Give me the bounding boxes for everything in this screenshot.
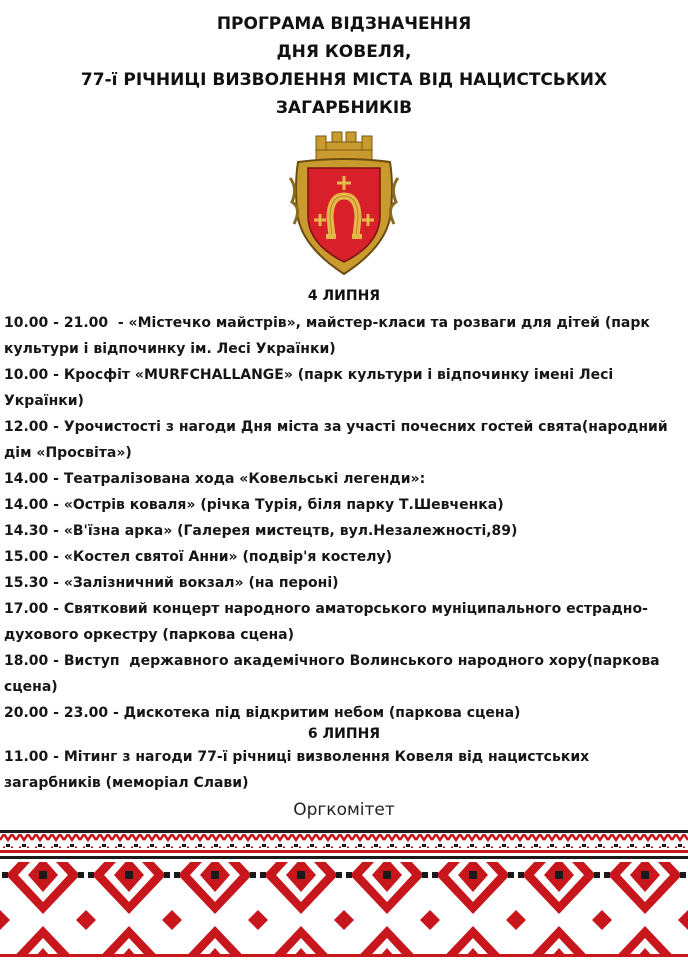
organizer-signature: Оргкомітет <box>293 800 395 820</box>
event-item: 14.00 - «Острів коваля» (річка Турія, біля парку Т.Шевченка) <box>4 497 504 513</box>
event-item: 10.00 - Кросфіт «MURFCHALLANGE» (парк культури і відпочинку імені Лесі Українки) <box>4 367 619 409</box>
event-item: 18.00 - Виступ державного академічного Волинського народного хору(паркова сцена) <box>4 653 665 695</box>
title-line-3: 77-ї РІЧНИЦІ ВИЗВОЛЕННЯ МІСТА ВІД НАЦИСТСЬКИХ <box>80 70 608 90</box>
embroidery-ornament-icon <box>0 830 688 960</box>
event-item: 10.00 - 21.00 - «Містечко майстрів», майстер-класи та розваги для дітей (парк культури і відпочинку ім. Лесі Українки) <box>4 315 655 357</box>
title-line-4: ЗАГАРБНИКІВ <box>275 98 413 118</box>
event-item: 11.00 - Мітинг з нагоди 77-ї річниці визволення Ковеля від нацистських загарбників (меморіал Слави) <box>4 749 595 791</box>
title-line-2: ДНЯ КОВЕЛЯ, <box>276 42 412 62</box>
event-item: 17.00 - Святковий концерт народного аматорського муніципального естрадно-духового оркестру (паркова сцена) <box>4 601 648 643</box>
event-item: 15.00 - «Костел святої Анни» (подвір'я костелу) <box>4 549 393 565</box>
date-heading-day1: 4 ЛИПНЯ <box>307 288 381 304</box>
page-title <box>0 10 688 122</box>
event-item: 15.30 - «Залізничний вокзал» (на пероні) <box>4 575 339 591</box>
event-list-day2 <box>4 744 684 796</box>
title-line-1: ПРОГРАМА ВІДЗНАЧЕННЯ <box>216 14 472 34</box>
event-list-day1 <box>4 310 684 726</box>
event-item: 14.30 - «В'їзна арка» (Галерея мистецтв, вул.Незалежності,89) <box>4 523 518 539</box>
event-item: 12.00 - Урочистості з нагоди Дня міста за участі почесних гостей свята(народний дім «Просвіта») <box>4 419 673 461</box>
event-item: 20.00 - 23.00 - Дискотека під відкритим небом (паркова сцена) <box>4 705 521 721</box>
event-item: 14.00 - Театралізована хода «Ковельські легенди»: <box>4 471 426 487</box>
date-heading-day2: 6 ЛИПНЯ <box>307 726 381 742</box>
kovel-coat-of-arms-icon <box>284 128 404 278</box>
